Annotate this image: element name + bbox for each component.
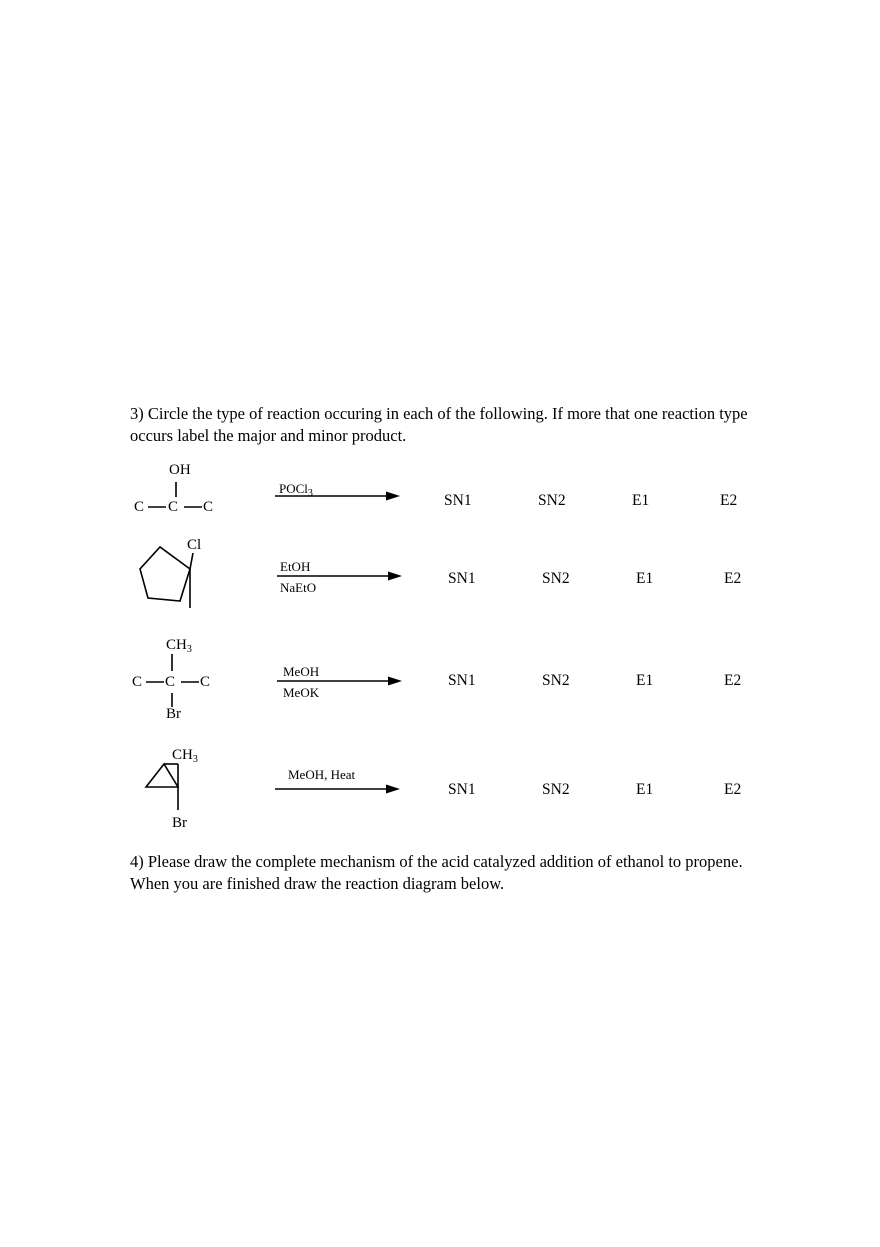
r3-ch3-label: $CH_3$ — [166, 637, 192, 655]
r2-cl-label: Cl — [187, 537, 202, 553]
r2-reagent-below: NaEtO — [280, 580, 317, 595]
r3-left-carbon: C — [132, 674, 143, 690]
r4-cyclopropane-ring — [146, 764, 178, 787]
r4-option-sn2[interactable]: SN2 — [542, 781, 570, 798]
r3-arrow-head — [388, 677, 402, 686]
r1-reagent-above: POCl$_3$ — [279, 481, 313, 499]
question-3-prompt: 3) Circle the type of reaction occuring in each of the following. If more that one reaction type occurs label the major and minor product. — [130, 404, 748, 445]
r2-reagent-above: EtOH — [280, 559, 311, 574]
r4-reagent-above: MeOH, Heat — [288, 767, 356, 782]
r3-center-carbon: C — [165, 674, 176, 690]
r4-arrow-head — [386, 785, 400, 794]
r1-option-sn2[interactable]: SN2 — [538, 492, 566, 509]
r2-option-e2[interactable]: E2 — [724, 570, 742, 587]
r3-option-e2[interactable]: E2 — [724, 672, 742, 689]
r4-option-sn1[interactable]: SN1 — [448, 781, 476, 798]
r1-left-carbon: C — [134, 499, 145, 515]
question-4-prompt: 4) Please draw the complete mechanism of the acid catalyzed addition of ethanol to propene. When you are finished draw the reaction diagram below. — [130, 852, 743, 893]
r1-arrow-head — [386, 492, 400, 501]
r3-right-carbon: C — [200, 674, 211, 690]
r3-reagent-above: MeOH — [283, 664, 320, 679]
r1-center-carbon: C — [168, 499, 179, 515]
r3-option-e1[interactable]: E1 — [636, 672, 654, 689]
r4-ch3-label: $CH_3$ — [172, 747, 198, 765]
r4-option-e2[interactable]: E2 — [724, 781, 742, 798]
r3-option-sn2[interactable]: SN2 — [542, 672, 570, 689]
r2-option-sn2[interactable]: SN2 — [542, 570, 570, 587]
r1-option-e1[interactable]: E1 — [632, 492, 650, 509]
r3-reagent-below: MeOK — [283, 685, 320, 700]
r2-bond-cl — [190, 553, 193, 569]
r1-option-e2[interactable]: E2 — [720, 492, 738, 509]
r3-br-label: Br — [166, 706, 181, 722]
r1-right-carbon: C — [203, 499, 214, 515]
r4-option-e1[interactable]: E1 — [636, 781, 654, 798]
r3-option-sn1[interactable]: SN1 — [448, 672, 476, 689]
r1-oh-label: OH — [169, 462, 191, 478]
r2-option-sn1[interactable]: SN1 — [448, 570, 476, 587]
r2-option-e1[interactable]: E1 — [636, 570, 654, 587]
r1-option-sn1[interactable]: SN1 — [444, 492, 472, 509]
r2-arrow-head — [388, 572, 402, 581]
r2-cyclopentane-ring — [140, 547, 190, 601]
r4-br-label: Br — [172, 815, 187, 831]
